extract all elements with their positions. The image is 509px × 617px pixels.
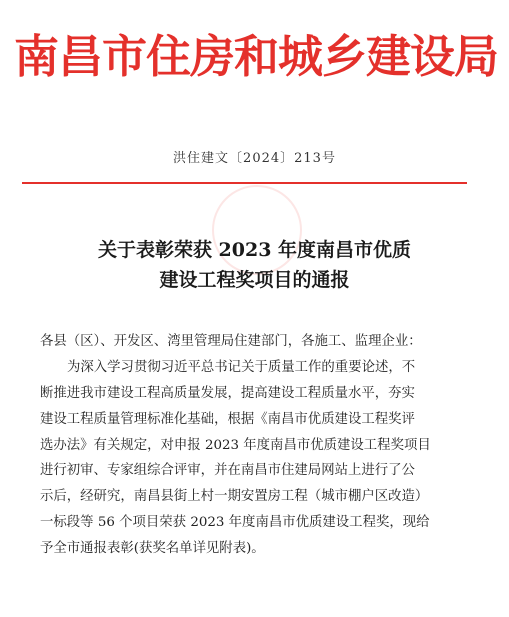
- body-line: 进行初审、专家组综合评审，并在南昌市住建局网站上进行了公: [40, 463, 415, 479]
- document-title: [0, 235, 509, 295]
- document-body: [40, 329, 480, 562]
- salutation: 各县（区）、开发区、湾里管理局住建部门，各施工、监理企业：: [40, 334, 422, 349]
- title-line-1: 关于表彰荣获 2023 年度南昌市优质: [97, 239, 412, 261]
- body-line: 一标段等 56 个项目荣获 2023 年度南昌市优质建设工程奖，现给: [40, 515, 430, 531]
- body-line: 为深入学习贯彻习近平总书记关于质量工作的重要论述，不: [67, 359, 416, 375]
- body-line: 予全市通报表彰(获奖名单详见附表)。: [40, 541, 265, 557]
- body-line: 建设工程质量管理标准化基础，根据《南昌市优质建设工程奖评: [40, 411, 415, 427]
- document-number: 洪住建文〔2024〕213号: [173, 151, 336, 166]
- body-line: 示后，经研究，南昌县街上村一期安置房工程（城市棚户区改造）: [40, 489, 429, 505]
- body-line: 选办法》有关规定，对申报 2023 年度南昌市优质建设工程奖项目: [40, 437, 431, 453]
- red-divider-line: [22, 182, 467, 184]
- body-line: 断推进我市建设工程高质量发展，提高建设工程质量水平，夯实: [40, 385, 415, 401]
- masthead-org-name: 南昌市住房和城乡建设局: [14, 30, 499, 83]
- title-line-2: 建设工程奖项目的通报: [159, 269, 350, 291]
